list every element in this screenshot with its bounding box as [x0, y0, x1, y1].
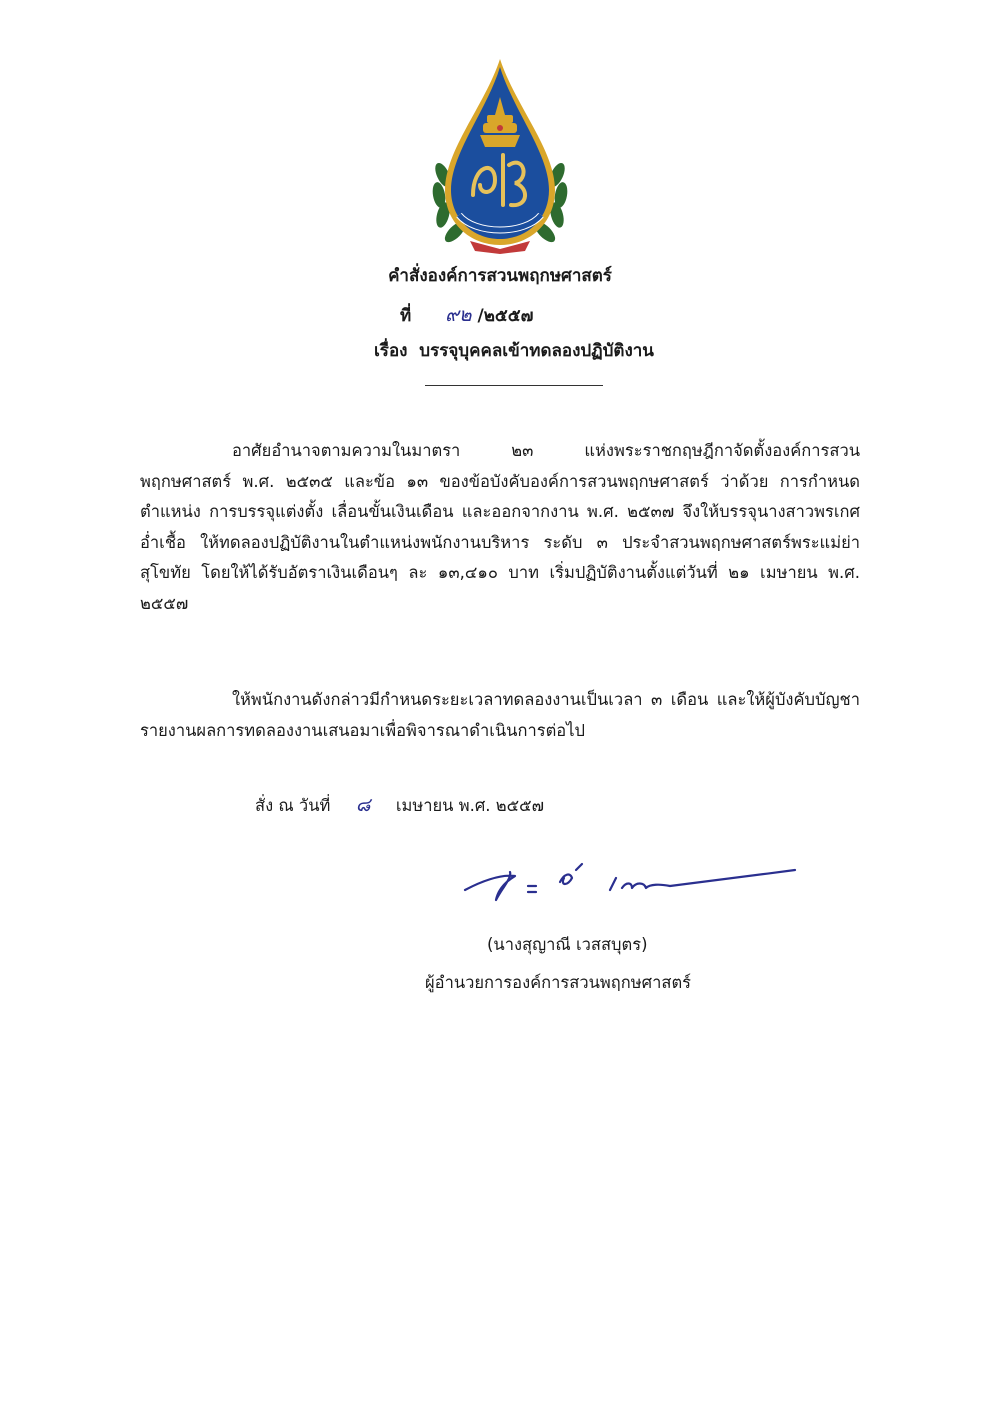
order-number-handwritten: ๙๒: [445, 304, 472, 326]
paragraph-line: อาศัยอำนาจตามความในมาตรา ๒๓ แห่งพระราชกฤษฎีกาจัดตั้งองค์การสวน: [232, 441, 860, 460]
order-date-day-handwritten: ๘: [355, 794, 371, 816]
paragraph-line: อ่ำเชื้อ ให้ทดลองปฏิบัติงานในตำแหน่งพนักงานบริหาร ระดับ ๓ ประจำสวนพฤกษศาสตร์พระแม่ย่า: [140, 532, 860, 552]
order-number-label: ที่: [400, 306, 412, 326]
subject-label: เรื่อง: [374, 341, 408, 361]
signer-position: ผู้อำนวยการองค์การสวนพฤกษศาสตร์: [425, 973, 692, 992]
paragraph-line: สุโขทัย โดยให้ได้รับอัตราเงินเดือนๆ ละ ๑๓,๔๑๐ บาท เริ่มปฏิบัติงานตั้งแต่วันที่ ๒๑ เมษายน พ.ศ.: [140, 563, 860, 582]
paragraph-line: ๒๕๕๗: [140, 593, 189, 613]
order-number-suffix: /๒๕๕๗: [477, 306, 534, 326]
document-title: คำสั่งองค์การสวนพฤกษศาสตร์: [388, 266, 612, 286]
paragraph-line: ให้พนักงานดังกล่าวมีกำหนดระยะเวลาทดลองงานเป็นเวลา ๓ เดือน และให้ผู้บังคับบัญชา: [232, 690, 860, 709]
header-divider: [425, 385, 603, 386]
agency-crest-icon: [425, 55, 575, 255]
handwritten-signature: [460, 860, 800, 910]
subject-text: บรรจุบุคคลเข้าทดลองปฏิบัติงาน: [419, 341, 654, 361]
order-date-prefix: สั่ง ณ วันที่: [255, 796, 331, 815]
body-paragraph-1: [140, 436, 860, 619]
paragraph-line: ตำแหน่ง การบรรจุแต่งตั้ง เลื่อนขั้นเงินเดือน และออกจากงาน พ.ศ. ๒๕๓๗ จึงให้บรรจุนางสาวพรเกศ: [140, 502, 860, 521]
paragraph-line: พฤกษศาสตร์ พ.ศ. ๒๕๓๕ และข้อ ๑๓ ของข้อบังคับองค์การสวนพฤกษศาสตร์ ว่าด้วย การกำหนด: [140, 471, 860, 491]
order-date-month-year: เมษายน พ.ศ. ๒๕๕๗: [395, 796, 545, 815]
signer-name: (นางสุญาณี เวสสบุตร): [487, 935, 648, 954]
order-date: [255, 790, 544, 820]
paragraph-line: รายงานผลการทดลองงานเสนอมาเพื่อพิจารณาดำเนินการต่อไป: [140, 720, 585, 740]
order-number: [400, 300, 533, 330]
subject-line: [374, 337, 654, 364]
body-paragraph-2: [140, 685, 860, 746]
